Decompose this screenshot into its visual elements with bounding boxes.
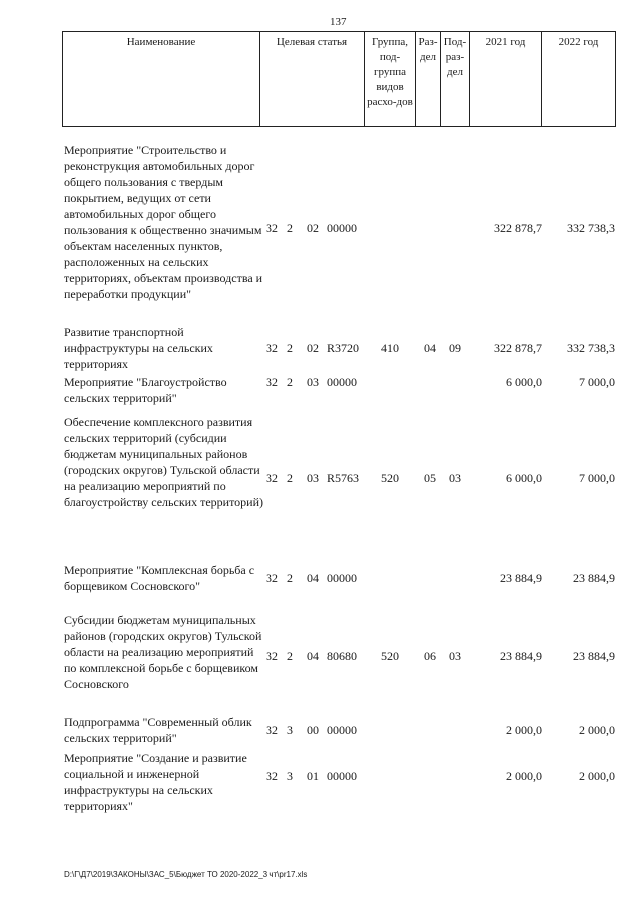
code-part-2: 2 xyxy=(287,375,293,389)
code-part-2: 2 xyxy=(287,341,293,355)
header-2021: 2021 год xyxy=(470,31,542,127)
amount-2022: 7 000,0 xyxy=(579,471,615,485)
header-name: Наименование xyxy=(62,31,260,127)
row-name: Развитие транспортной инфраструктуры на сельских территориях xyxy=(64,325,213,371)
section-code: 05 xyxy=(424,471,436,485)
amount-2021: 23 884,9 xyxy=(500,649,542,663)
code-part-2: 2 xyxy=(287,649,293,663)
code-part-1: 32 xyxy=(266,471,278,485)
amount-2022: 23 884,9 xyxy=(573,571,615,585)
code-part-1: 32 xyxy=(266,375,278,389)
group-code: 520 xyxy=(381,649,399,663)
row-name: Обеспечение комплексного развития сельских территорий (субсидии бюджетам муниципальных районов (городских округов) Тульской области на реализацию мероприятий по благоустройству сельских территорий) xyxy=(64,415,264,509)
amount-2021: 2 000,0 xyxy=(506,769,542,783)
amount-2022: 7 000,0 xyxy=(579,375,615,389)
amount-2022: 2 000,0 xyxy=(579,769,615,783)
subsection-code: 03 xyxy=(449,471,461,485)
code-part-1: 32 xyxy=(266,723,278,737)
group-code: 410 xyxy=(381,341,399,355)
subsection-code: 03 xyxy=(449,649,461,663)
code-part-2: 2 xyxy=(287,471,293,485)
amount-2022: 332 738,3 xyxy=(567,221,615,235)
code-part-2: 3 xyxy=(287,723,293,737)
header-2022: 2022 год xyxy=(542,31,616,127)
section-code: 06 xyxy=(424,649,436,663)
code-part-4: R5763 xyxy=(327,471,360,485)
row-name: Подпрограмма "Современный облик сельских территорий" xyxy=(64,715,252,745)
code-part-4: 00000 xyxy=(327,221,357,235)
code-part-1: 32 xyxy=(266,571,278,585)
code-part-2: 2 xyxy=(287,571,293,585)
code-part-2: 3 xyxy=(287,769,293,783)
amount-2021: 2 000,0 xyxy=(506,723,542,737)
code-part-4: 00000 xyxy=(327,723,357,737)
code-part-3: 01 xyxy=(307,769,319,783)
code-part-3: 04 xyxy=(307,649,319,663)
header-section: Раз-дел xyxy=(416,31,441,127)
code-part-3: 02 xyxy=(307,221,319,235)
code-part-4: 00000 xyxy=(327,769,357,783)
code-part-1: 32 xyxy=(266,649,278,663)
header-subsection: Под-раз-дел xyxy=(441,31,470,127)
header-group: Группа, под-группа видов расхо-дов xyxy=(365,31,416,127)
row-name: Субсидии бюджетам муниципальных районов (городских округов) Тульской области на реализацию мероприятий по комплексной борьбе с борщевиком Сосновского xyxy=(64,613,262,691)
amount-2021: 6 000,0 xyxy=(506,375,542,389)
code-part-3: 02 xyxy=(307,341,319,355)
code-part-4: 80680 xyxy=(327,649,357,663)
page-number: 137 xyxy=(330,16,347,28)
code-part-1: 32 xyxy=(266,341,278,355)
code-part-3: 04 xyxy=(307,571,319,585)
section-code: 04 xyxy=(424,341,436,355)
row-name: Мероприятие "Благоустройство сельских территорий" xyxy=(64,375,227,405)
amount-2022: 2 000,0 xyxy=(579,723,615,737)
code-part-1: 32 xyxy=(266,769,278,783)
row-name: Мероприятие "Создание и развитие социальной и инженерной инфраструктуры на сельских территориях" xyxy=(64,751,247,813)
subsection-code: 09 xyxy=(449,341,461,355)
header-code: Целевая статья xyxy=(260,31,365,127)
amount-2021: 6 000,0 xyxy=(506,471,542,485)
code-part-3: 03 xyxy=(307,471,319,485)
code-part-3: 03 xyxy=(307,375,319,389)
row-name: Мероприятие "Строительство и реконструкция автомобильных дорог общего пользования с твердым покрытием, ведущих от сети автомобильных дорог общего пользования к общественно значимым объектам населенных пунктов, расположенных на сельских территориях, объектам производства и переработки продукции" xyxy=(64,143,263,301)
file-path-footer: D:\Г\Д7\2019\ЗАКОНЫ\ЗАС_5\Бюджет ТО 2020-2022_3 чт\pr17.xls xyxy=(64,870,308,879)
amount-2021: 322 878,7 xyxy=(494,221,542,235)
code-part-2: 2 xyxy=(287,221,293,235)
code-part-1: 32 xyxy=(266,221,278,235)
amount-2021: 23 884,9 xyxy=(500,571,542,585)
code-part-4: 00000 xyxy=(327,571,357,585)
amount-2021: 322 878,7 xyxy=(494,341,542,355)
row-name: Мероприятие "Комплексная борьба с борщевиком Сосновского" xyxy=(64,563,255,593)
group-code: 520 xyxy=(381,471,399,485)
code-part-4: 00000 xyxy=(327,375,357,389)
code-part-4: R3720 xyxy=(327,341,360,355)
code-part-3: 00 xyxy=(307,723,319,737)
amount-2022: 23 884,9 xyxy=(573,649,615,663)
amount-2022: 332 738,3 xyxy=(567,341,615,355)
